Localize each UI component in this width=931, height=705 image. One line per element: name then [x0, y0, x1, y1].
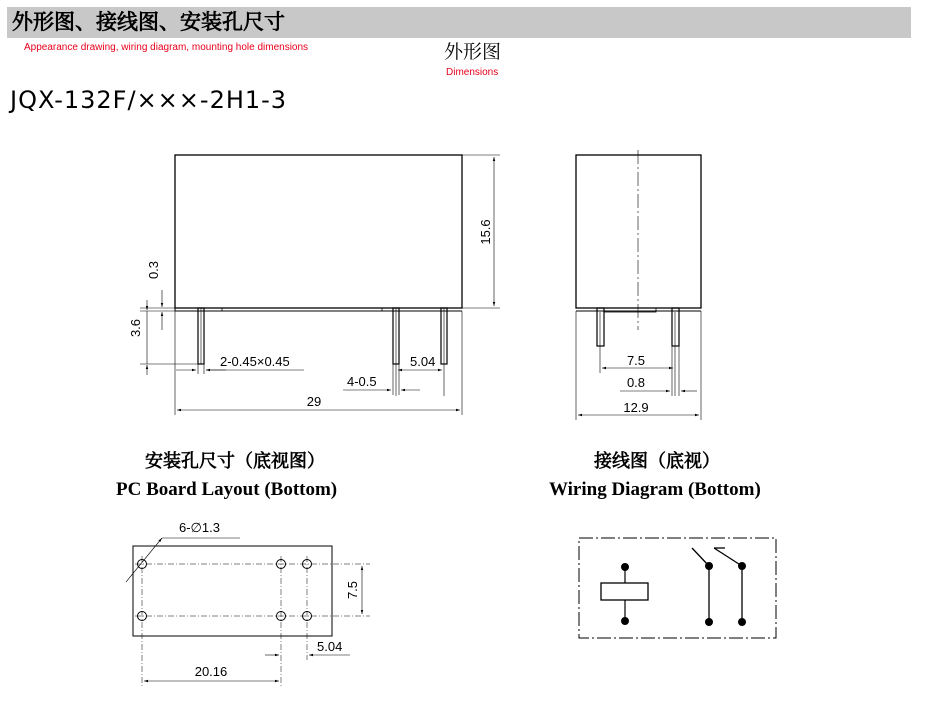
model-number: JQX-132F/×××-2H1-3 — [10, 86, 288, 114]
dim-height: 15.6 — [478, 219, 493, 245]
dim-depth: 12.9 — [623, 400, 649, 415]
dim-hole-length: 20.16 — [194, 664, 228, 679]
dim-hole-spacing: 7.5 — [345, 580, 360, 600]
dim-width: 29 — [306, 394, 322, 409]
dim-pin-spacing: 7.5 — [626, 353, 646, 368]
side-pin-left — [597, 308, 604, 346]
contact-switch — [714, 548, 742, 566]
pcb-caption-en: PC Board Layout (Bottom) — [116, 479, 338, 500]
pcb-layout — [126, 538, 370, 686]
dim-holes: 6-∅1.3 — [179, 520, 220, 535]
section-title-en: Dimensions — [446, 67, 499, 78]
relay-body-front — [175, 155, 462, 308]
wiring-caption-en: Wiring Diagram (Bottom) — [549, 479, 761, 500]
relay-body-side — [576, 155, 701, 308]
wiring-outline — [579, 538, 776, 638]
wiring-diagram — [579, 538, 776, 638]
page-title: 外形图、接线图、安装孔尺寸 — [12, 9, 285, 34]
dim-pin-width: 4-0.5 — [347, 374, 377, 389]
dim-pin-pitch: 5.04 — [410, 354, 436, 369]
coil-terminal — [622, 618, 629, 625]
dim-pin-length: 3.6 — [128, 318, 143, 338]
section-title-cn: 外形图 — [444, 41, 502, 63]
front-view-labels — [128, 219, 493, 409]
dim-pin-thickness: 0.8 — [626, 375, 646, 390]
wiring-caption-cn: 接线图（底视） — [594, 451, 720, 472]
coil-symbol — [601, 583, 648, 600]
front-view — [140, 155, 500, 415]
pcb-outline — [133, 546, 332, 636]
side-pin-right — [672, 308, 679, 346]
dim-pin-section: 2-0.45×0.45 — [220, 354, 290, 369]
pcb-caption-cn: 安装孔尺寸（底视图） — [145, 451, 325, 472]
dim-hole-pitch: 5.04 — [317, 639, 343, 654]
coil-terminal — [622, 564, 629, 571]
page-subtitle: Appearance drawing, wiring diagram, mounting hole dimensions — [24, 42, 309, 53]
side-view-labels — [623, 353, 648, 415]
dim-gap: 0.3 — [146, 260, 161, 280]
